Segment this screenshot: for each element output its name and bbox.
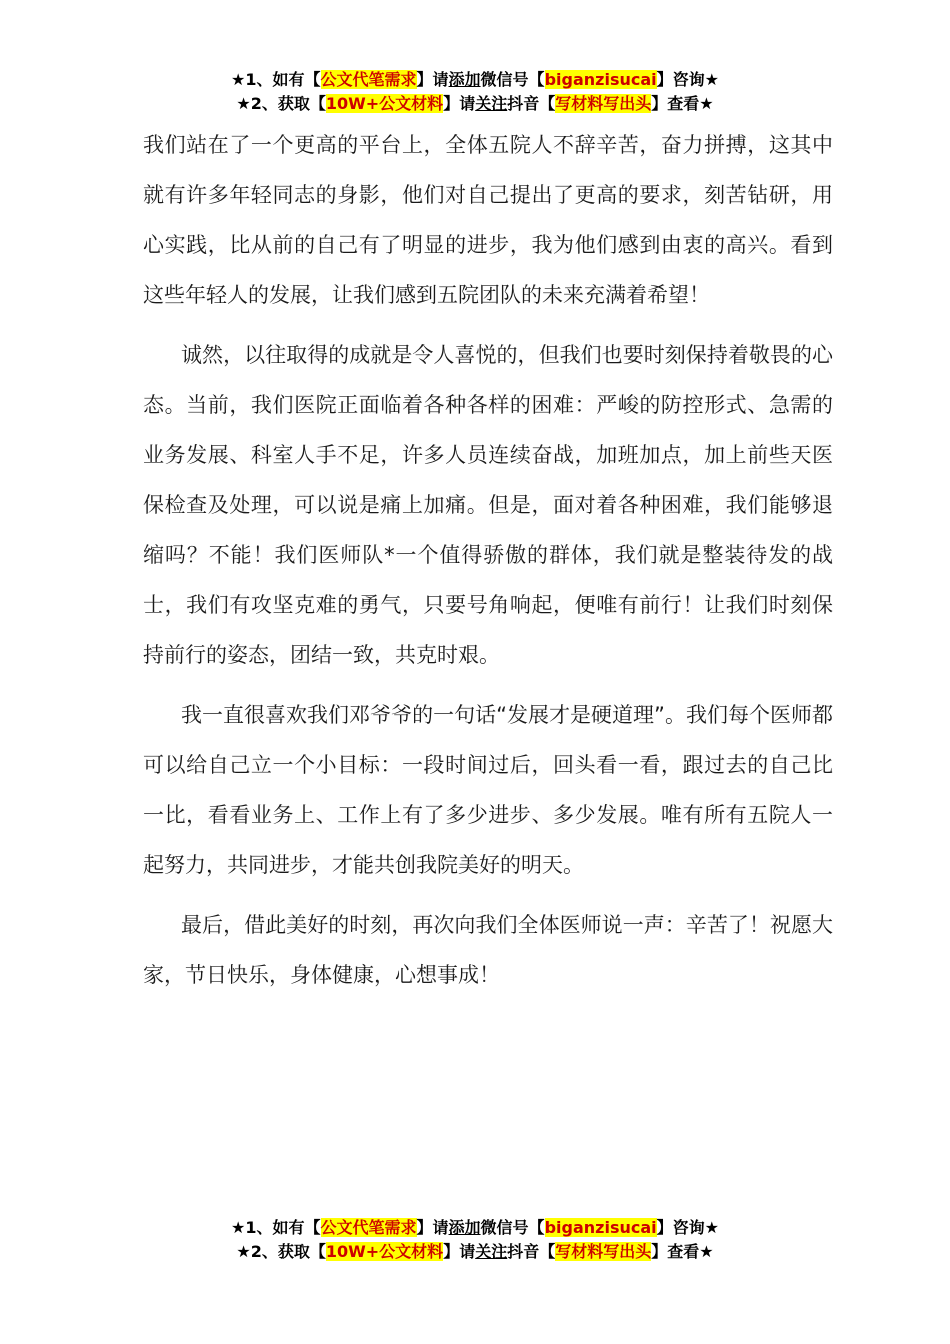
paragraph-4: 最后，借此美好的时刻，再次向我们全体医师说一声：辛苦了！祝愿大家，节日快乐，身体健康，心想事成！ bbox=[143, 913, 833, 987]
banner-line-1 bbox=[0, 1216, 950, 1240]
banner-line-1 bbox=[0, 68, 950, 92]
banner-text: ★1、如有【 bbox=[231, 1218, 321, 1237]
banner-highlight: 10W+公文材料 bbox=[325, 94, 444, 113]
banner-highlight: 公文代笔需求 bbox=[320, 1218, 417, 1237]
banner-highlight-douyin-id: 写材料写出头 bbox=[555, 94, 652, 113]
banner-line-2 bbox=[0, 92, 950, 116]
banner-text: ★1、如有【 bbox=[231, 70, 321, 89]
banner-text: 抖音【 bbox=[507, 94, 556, 113]
banner-text: 】请 bbox=[443, 1242, 476, 1261]
banner-underlined: 添加 bbox=[448, 70, 481, 89]
banner-text: 微信号【 bbox=[480, 70, 545, 89]
banner-text: ★2、获取【 bbox=[236, 1242, 326, 1261]
banner-highlight: 公文代笔需求 bbox=[320, 70, 417, 89]
header-banner bbox=[0, 68, 950, 116]
banner-highlight: 10W+公文材料 bbox=[325, 1242, 444, 1261]
banner-text: 】查看★ bbox=[651, 1242, 714, 1261]
banner-line-2 bbox=[0, 1240, 950, 1264]
paragraph-3: 我一直很喜欢我们邓爷爷的一句话“发展才是硬道理”。我们每个医师都可以给自己立一个小目标：一段时间过后，回头看一看，跟过去的自己比一比，看看业务上、工作上有了多少进步、多少发展。唯有所有五院人一起努力，共同进步，才能共创我院美好的明天。 bbox=[143, 703, 833, 877]
document-body bbox=[143, 120, 833, 1010]
banner-text: 】请 bbox=[443, 94, 476, 113]
banner-underlined: 关注 bbox=[475, 1242, 508, 1261]
banner-text: 抖音【 bbox=[507, 1242, 556, 1261]
banner-highlight-douyin-id: 写材料写出头 bbox=[555, 1242, 652, 1261]
banner-highlight-wechat-id: biganzisucai bbox=[544, 1218, 657, 1237]
banner-text: 】请 bbox=[416, 70, 449, 89]
footer-banner bbox=[0, 1216, 950, 1264]
banner-text: 】请 bbox=[416, 1218, 449, 1237]
banner-text: 】查看★ bbox=[651, 94, 714, 113]
banner-text: ★2、获取【 bbox=[236, 94, 326, 113]
banner-text: 】咨询★ bbox=[656, 1218, 719, 1237]
paragraph-2: 诚然，以往取得的成就是令人喜悦的，但我们也要时刻保持着敬畏的心态。当前，我们医院正面临着各种各样的困难：严峻的防控形式、急需的业务发展、科室人手不足，许多人员连续奋战，加班加点，加上前些天医保检查及处理，可以说是痛上加痛。但是，面对着各种困难，我们能够退缩吗？不能！我们医师队*一个值得骄傲的群体，我们就是整装待发的战士，我们有攻坚克难的勇气，只要号角响起，便唯有前行！让我们时刻保持前行的姿态，团结一致，共克时艰。 bbox=[143, 343, 833, 667]
paragraph-1: 我们站在了一个更高的平台上，全体五院人不辞辛苦，奋力拼搏，这其中就有许多年轻同志的身影，他们对自己提出了更高的要求，刻苦钻研，用心实践，比从前的自己有了明显的进步，我为他们感到由衷的高兴。看到这些年轻人的发展，让我们感到五院团队的未来充满着希望！ bbox=[143, 133, 833, 307]
banner-underlined: 添加 bbox=[448, 1218, 481, 1237]
banner-highlight-wechat-id: biganzisucai bbox=[544, 70, 657, 89]
banner-text: 微信号【 bbox=[480, 1218, 545, 1237]
banner-text: 】咨询★ bbox=[656, 70, 719, 89]
banner-underlined: 关注 bbox=[475, 94, 508, 113]
